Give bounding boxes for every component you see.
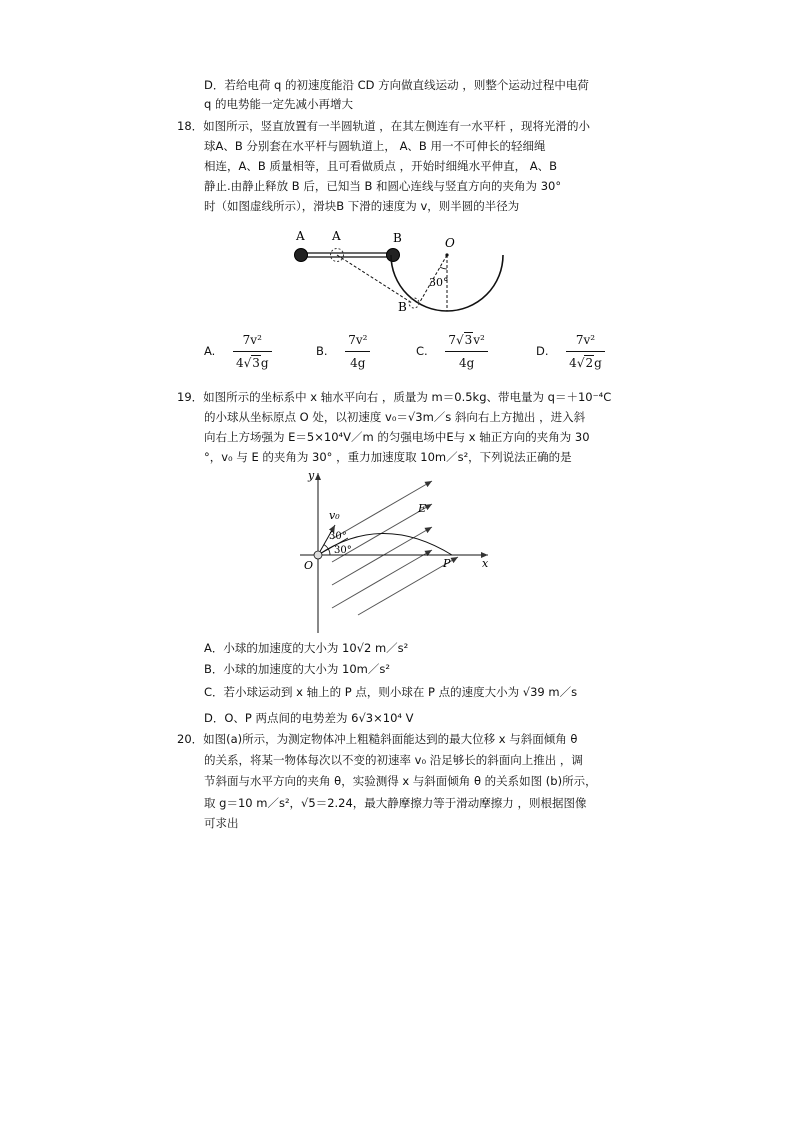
label-angle-upper: 30°	[329, 531, 347, 542]
label-angle: 30°	[429, 276, 449, 289]
q18-option-b	[316, 330, 372, 373]
label-a-left: A	[296, 229, 305, 243]
label-a-right: A	[332, 229, 341, 243]
fraction-numerator: 7v²	[566, 330, 605, 352]
q18-stem-line-5: 时（如图虚线所示），滑块B 下滑的速度为 v，则半圆的半径为	[204, 199, 520, 213]
field-line	[332, 481, 432, 539]
q18-option-a	[204, 330, 274, 373]
option-letter: A.	[204, 344, 216, 358]
label-p: P	[443, 557, 451, 570]
option-letter: D.	[536, 344, 549, 358]
q19-option-b: B．小球的加速度的大小为 10m／s²	[204, 662, 390, 676]
fraction-denominator: 4g	[458, 356, 475, 370]
q19-stem-line-3: 向右上方场强为 E＝5×10⁴V／m 的匀强电场中E与 x 轴正方向的夹角为 30	[204, 430, 590, 444]
fraction-numerator: 7√3v²	[445, 330, 488, 352]
label-x-axis: x	[482, 557, 489, 570]
angle-arc-lower	[328, 549, 330, 555]
q18-stem-line-2: 球A、B 分别套在水平杆与圆轨道上， A、B 用一不可伸长的轻细绳	[204, 139, 546, 153]
ball-b-icon	[387, 249, 400, 262]
q17-option-d-line1: D．若给电荷 q 的初速度能沿 CD 方向做直线运动 ，则整个运动过程中电荷	[204, 78, 589, 92]
q17-option-d-line2: q 的电势能一定先减小再增大	[204, 97, 353, 111]
q20-stem-line-1: 20．如图(a)所示，为测定物体冲上粗糙斜面能达到的最大位移 x 与斜面倾角 θ	[177, 732, 578, 746]
fraction-denominator: 4√2g	[569, 356, 602, 370]
q20-stem-line-5: 可求出	[204, 816, 239, 830]
q18-option-c	[416, 330, 490, 373]
label-b-top: B	[393, 231, 402, 245]
ball-a-icon	[295, 249, 308, 262]
fraction-denominator: 4g	[350, 356, 366, 370]
q19-stem-line-1: 19．如图所示的坐标系中 x 轴水平向右 ，质量为 m＝0.5kg、带电量为 q＝＋10⁻⁴C	[177, 390, 612, 404]
q18-figure	[280, 225, 520, 320]
q20-stem-line-3: 节斜面与水平方向的夹角 θ，实验测得 x 与斜面倾角 θ 的关系如图 (b)所示，	[204, 774, 597, 788]
label-angle-lower: 30°	[334, 545, 352, 556]
fraction-numerator: 7v²	[233, 330, 272, 352]
field-line	[332, 527, 432, 585]
label-o: O	[445, 236, 455, 250]
q19-stem-line-4: °，v₀ 与 E 的夹角为 30° ，重力加速度取 10m／s²，下列说法正确的是	[204, 450, 572, 464]
q20-stem-line-4: 取 g＝10 m／s²，√5＝2.24，最大静摩擦力等于滑动摩擦力 ，则根据图像	[204, 796, 587, 810]
option-fraction	[233, 330, 272, 373]
option-fraction	[566, 330, 605, 373]
option-letter: B.	[316, 344, 328, 358]
q18-stem-line-4: 静止.由静止释放 B 后，已知当 B 和圆心连线与竖直方向的夹角为 30°	[204, 179, 562, 193]
q19-option-d: D．O、P 两点间的电势差为 6√3×10⁴ V	[204, 711, 414, 725]
label-e: E	[418, 502, 427, 515]
angle-arc-upper	[324, 545, 328, 549]
q19-figure	[292, 467, 502, 635]
option-fraction	[445, 330, 488, 373]
angle-arc	[440, 267, 447, 269]
fraction-denominator: 4√3g	[235, 356, 269, 370]
fraction-numerator: 7v²	[345, 330, 370, 352]
origin-ball-icon	[314, 551, 322, 559]
label-origin: O	[304, 559, 314, 572]
option-fraction	[345, 330, 370, 373]
field-line	[332, 550, 432, 608]
q19-option-a: A．小球的加速度的大小为 10√2 m／s²	[204, 641, 409, 655]
label-b-bottom: B	[398, 300, 407, 314]
option-letter: C.	[416, 344, 428, 358]
q19-stem-line-2: 的小球从坐标原点 O 处，以初速度 v₀＝√3m／s 斜向右上方抛出 ，进入斜	[204, 410, 586, 424]
label-v0: v₀	[329, 509, 340, 522]
q20-stem-line-2: 的关系，将某一物体每次以不变的初速率 v₀ 沿足够长的斜面向上推出 ，调	[204, 753, 583, 767]
q18-option-d	[536, 330, 607, 373]
q18-stem-line-1: 18．如图所示，竖直放置有一半圆轨道 ，在其左侧连有一水平杆 ，现将光滑的小	[177, 119, 590, 133]
label-y-axis: y	[308, 469, 315, 482]
q19-option-c: C．若小球运动到 x 轴上的 P 点，则小球在 P 点的速度大小为 √39 m／s	[204, 685, 578, 699]
q18-stem-line-3: 相连，A、B 质量相等，且可看做质点 ，开始时细绳水平伸直， A、B	[204, 159, 557, 173]
rope-dashed-line	[337, 255, 412, 303]
